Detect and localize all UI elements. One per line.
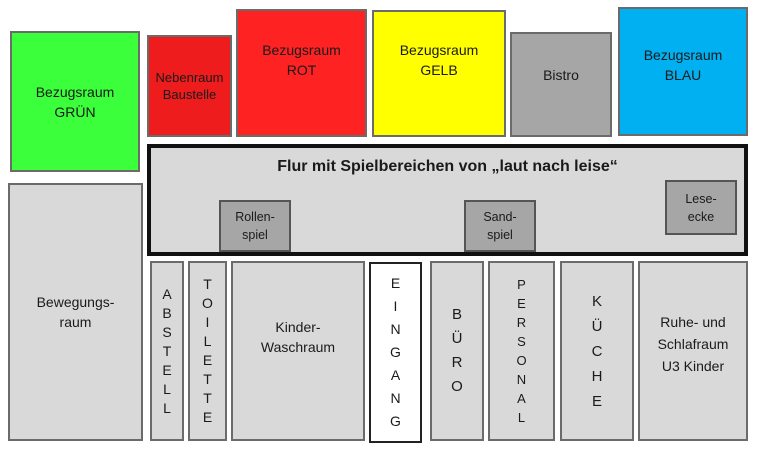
eingang-letter: G	[390, 413, 401, 429]
buero-letter: B	[451, 306, 462, 323]
play-area-sandspiel-label: Sand- spiel	[483, 210, 517, 242]
room-bewegungsraum	[8, 183, 143, 441]
room-nebenraum-baustelle	[147, 35, 232, 137]
personal-letter: A	[517, 391, 526, 406]
room-abstell	[150, 261, 184, 441]
room-eingang[interactable]	[369, 262, 422, 443]
room-nebenraum-baustelle-label: Nebenraum Baustelle	[155, 70, 224, 102]
eingang-letter: N	[390, 390, 401, 406]
room-buero	[430, 261, 484, 441]
abstell-letter: T	[162, 342, 172, 359]
toilette-letter: E	[202, 409, 213, 425]
kueche-letter: H	[591, 367, 603, 385]
room-bewegungsraum-label: Bewegungs- raum	[36, 294, 115, 330]
room-kueche	[560, 261, 634, 441]
play-area-rollenspiel-label: Rollen- spiel	[235, 210, 275, 242]
room-ruhe-schlafraum-label: Ruhe- und Schlafraum U3 Kinder	[657, 314, 729, 374]
room-bistro	[510, 32, 612, 137]
personal-letter: R	[516, 315, 527, 330]
kueche-letter: Ü	[591, 317, 603, 335]
abstell-letter: E	[162, 361, 172, 378]
buero-letter: O	[451, 378, 463, 395]
personal-letter: O	[516, 353, 527, 368]
personal-letter: P	[517, 277, 526, 292]
room-kinder-waschraum-label: Kinder- Waschraum	[260, 319, 336, 355]
room-bezugsraum-gelb-label: Bezugsraum GELB	[399, 41, 479, 78]
toilette-letter: I	[205, 314, 210, 330]
play-area-sandspiel	[464, 200, 536, 252]
kueche-letter: E	[591, 392, 602, 410]
room-bezugsraum-gelb	[372, 10, 506, 137]
play-area-rollenspiel	[219, 200, 291, 252]
room-ruhe-schlafraum	[638, 261, 748, 441]
room-kinder-waschraum	[231, 261, 365, 441]
room-bezugsraum-rot-label: Bezugsraum ROT	[262, 42, 341, 78]
toilette-letter: L	[203, 333, 212, 349]
room-bezugsraum-gruen-label: Bezugsraum GRÜN	[35, 83, 115, 120]
toilette-letter: E	[202, 352, 213, 368]
abstell-letter: A	[162, 285, 172, 302]
abstell-letter: L	[163, 399, 171, 416]
personal-letter: S	[517, 334, 526, 349]
eingang-letter: G	[390, 344, 401, 360]
room-toilette	[188, 261, 227, 441]
eingang-letter: A	[390, 367, 401, 383]
room-bezugsraum-blau	[618, 7, 748, 136]
abstell-letter: L	[163, 380, 171, 397]
room-bezugsraum-gruen	[10, 31, 140, 172]
flur-title: Flur mit Spielbereichen von „laut nach leise“	[277, 158, 618, 175]
personal-letter: N	[516, 372, 527, 387]
personal-letter: E	[517, 296, 526, 311]
room-bistro-label: Bistro	[543, 66, 579, 83]
toilette-letter: T	[203, 371, 212, 387]
abstell-letter: S	[162, 323, 172, 340]
toilette-letter: O	[202, 295, 213, 311]
abstell-letter: B	[162, 304, 172, 321]
play-area-leseecke	[665, 180, 737, 235]
play-area-leseecke-label: Lese- ecke	[685, 191, 717, 224]
room-bezugsraum-rot	[236, 9, 367, 137]
kueche-letter: C	[591, 342, 603, 360]
toilette-letter: T	[203, 276, 212, 292]
eingang-letter: N	[390, 321, 401, 337]
eingang-letter: E	[390, 275, 401, 291]
room-bezugsraum-blau-label: Bezugsraum BLAU	[643, 46, 723, 83]
room-personal	[488, 261, 555, 441]
toilette-letter: T	[203, 390, 212, 406]
buero-letter: R	[451, 354, 463, 371]
eingang-letter: I	[393, 298, 398, 314]
kueche-letter: K	[591, 292, 602, 310]
buero-letter: Ü	[451, 330, 463, 347]
personal-letter: L	[517, 410, 526, 425]
